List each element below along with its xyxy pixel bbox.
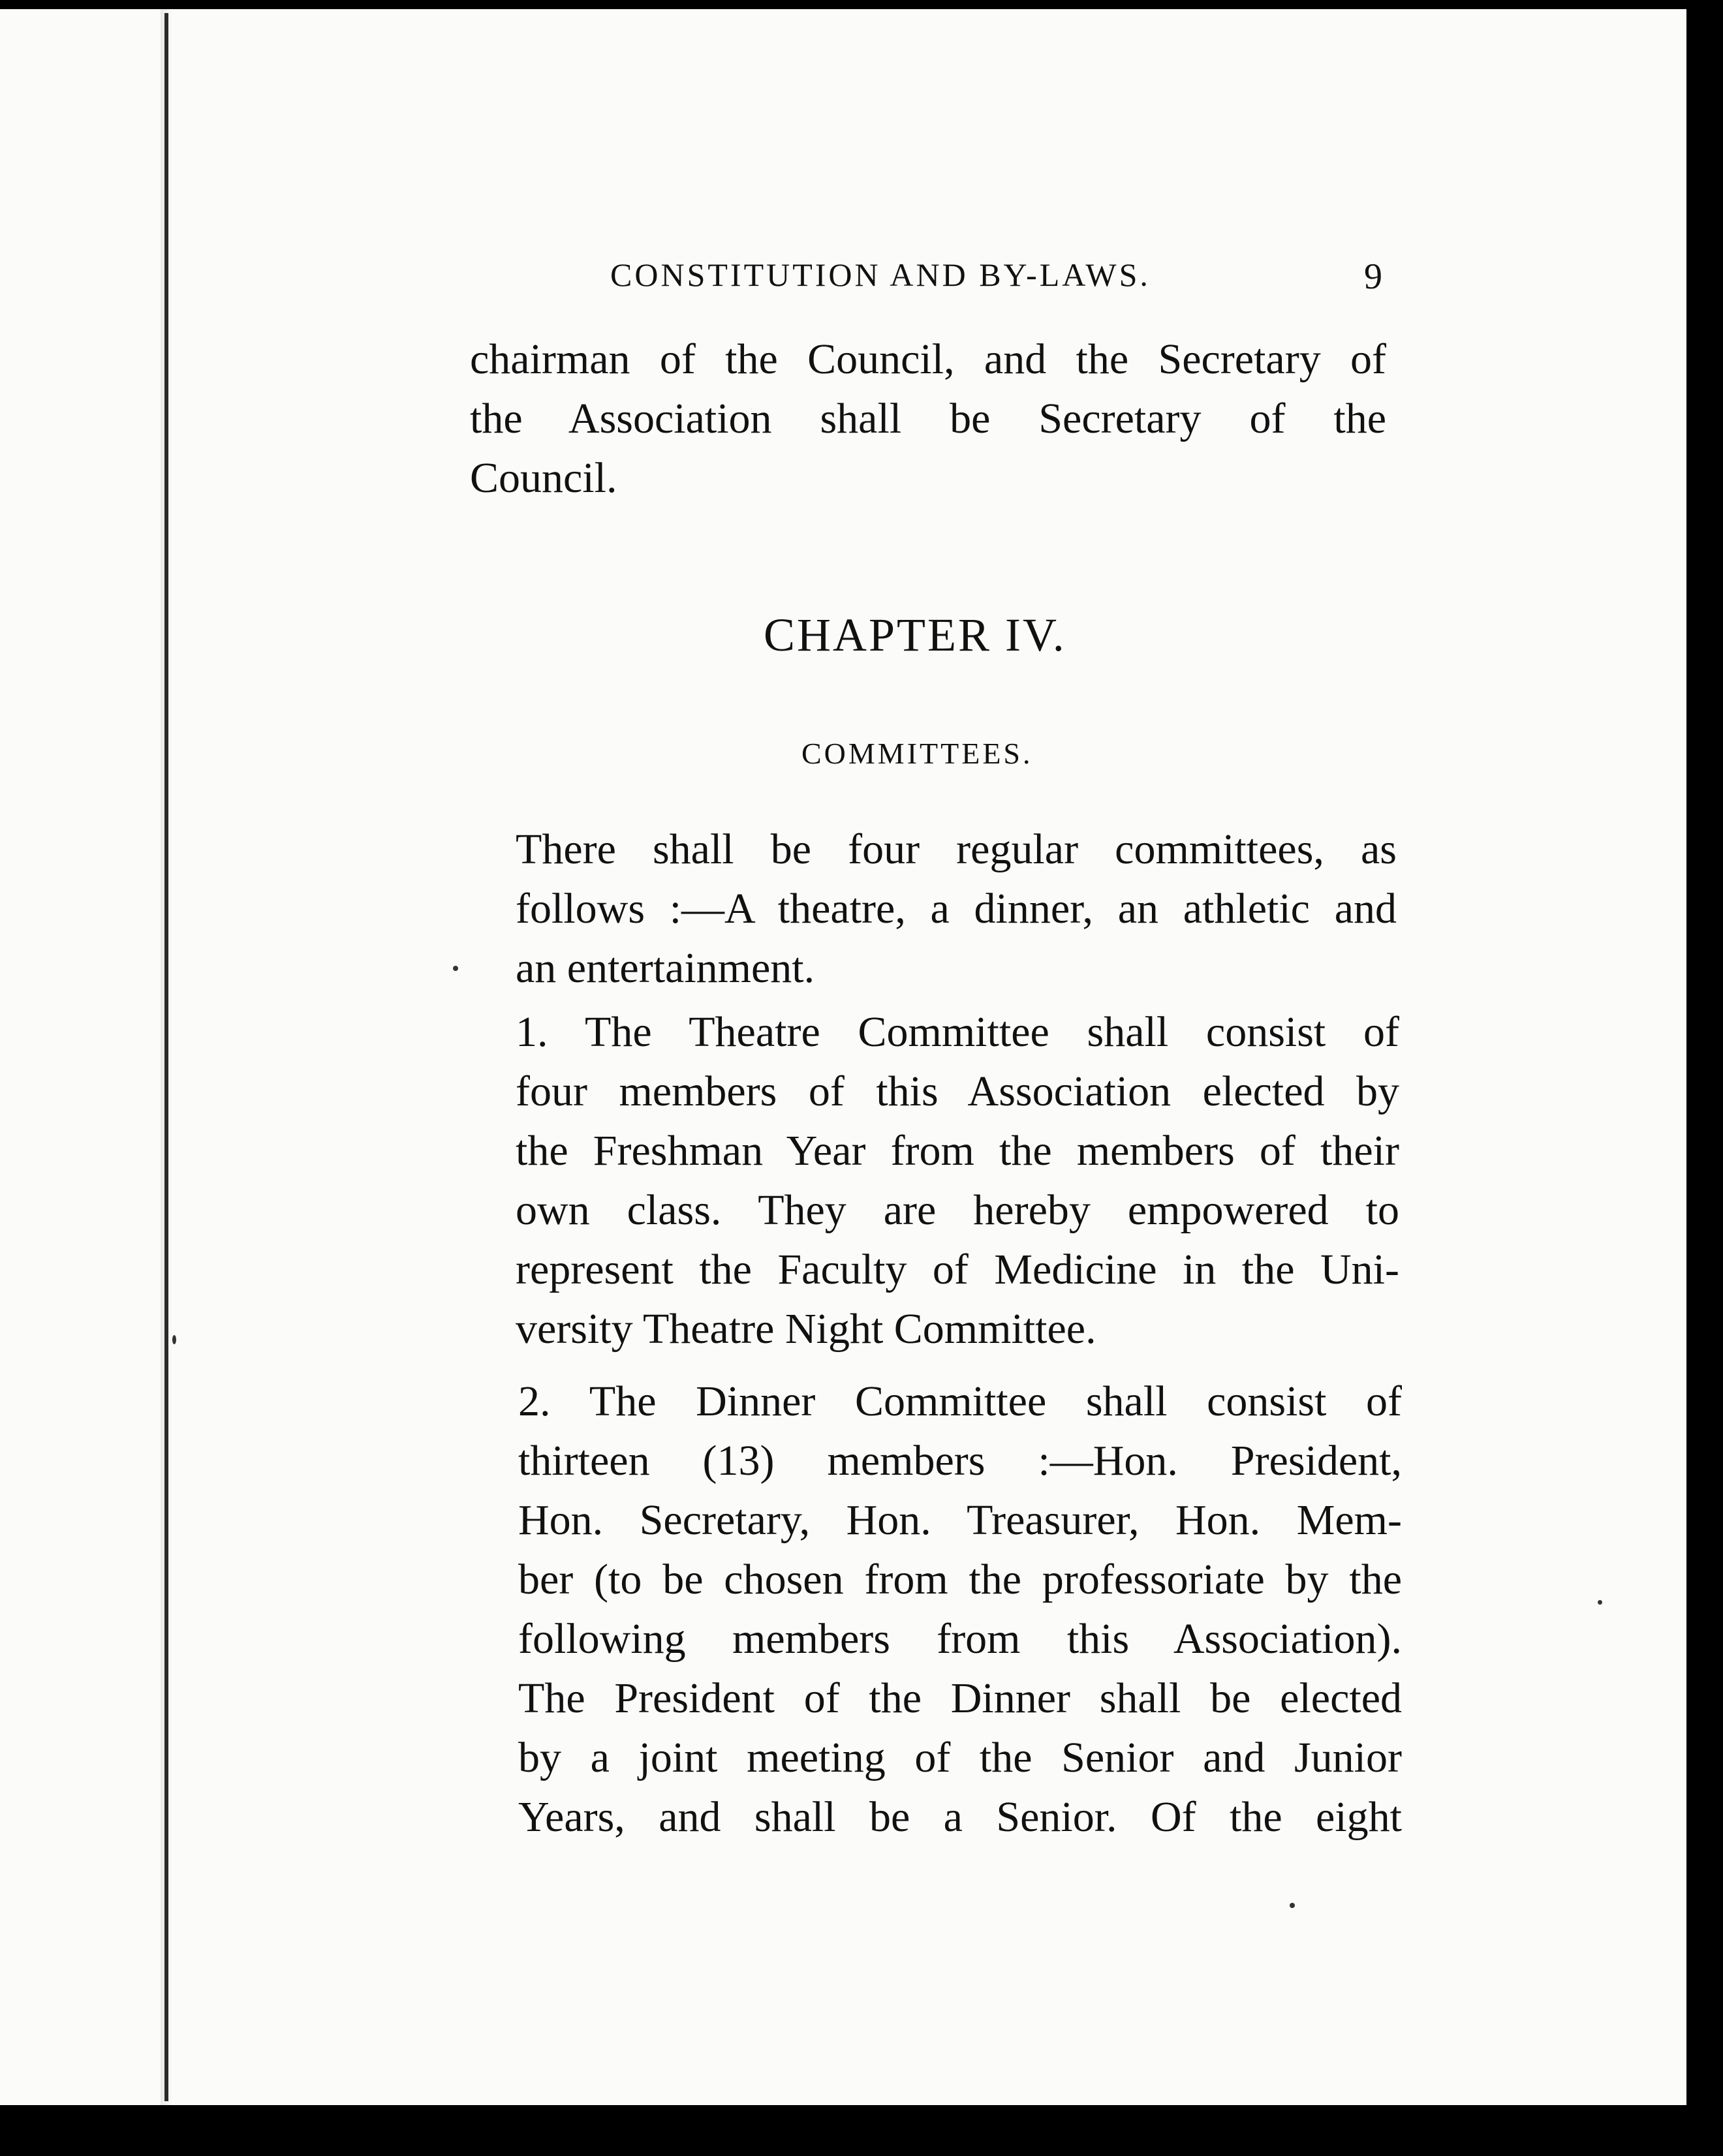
text-line: the Association shall be Secretary of the (470, 395, 1386, 442)
text-line: 2. The Dinner Committee shall consist of (518, 1378, 1402, 1425)
scan-border-bottom (0, 2105, 1723, 2156)
scan-border-right (1686, 0, 1723, 2156)
chapter-title: CHAPTER IV. (764, 609, 1066, 661)
section-2-paragraph (482, 1372, 1402, 1847)
text-line: ber (to be chosen from the professoriate by the (518, 1556, 1402, 1603)
text-line: versity Theatre Night Committee. (516, 1305, 1096, 1353)
text-line: follows :—A theatre, a dinner, an athletic and (516, 885, 1397, 932)
text-line: following members from this Association). (518, 1615, 1402, 1663)
text-line: by a joint meeting of the Senior and Junior (518, 1734, 1402, 1781)
text-line: Years, and shall be a Senior. Of the eight (518, 1793, 1402, 1841)
text-line: four members of this Association elected by (516, 1068, 1399, 1115)
text-line: Council. (470, 454, 617, 502)
text-line: an entertainment. (516, 944, 815, 992)
scan-speck (1598, 1600, 1602, 1605)
text-line: Hon. Secretary, Hon. Treasurer, Hon. Mem- (518, 1496, 1402, 1544)
scan-speck (172, 1335, 176, 1344)
intro-paragraph (476, 820, 1397, 998)
text-line: The President of the Dinner shall be elected (518, 1674, 1402, 1722)
running-title: CONSTITUTION AND BY-LAWS. (610, 256, 1151, 293)
scan-speck (1290, 1903, 1295, 1908)
text-line: chairman of the Council, and the Secretary of (470, 335, 1386, 383)
text-line: 1. The Theatre Committee shall consist of (516, 1008, 1399, 1056)
chapter-subtitle: COMMITTEES. (801, 737, 1033, 770)
text-line: There shall be four regular committees, as (516, 825, 1397, 873)
text-line: thirteen (13) members :—Hon. President, (518, 1437, 1402, 1485)
section-1-paragraph (479, 1002, 1399, 1359)
continuation-paragraph (470, 330, 1386, 508)
binding-gutter-line (164, 13, 168, 2101)
text-line: the Freshman Year from the members of their (516, 1127, 1399, 1175)
text-line: own class. They are hereby empowered to (516, 1186, 1399, 1234)
page-number: 9 (1364, 256, 1382, 297)
text-line: represent the Faculty of Medicine in the Uni- (516, 1246, 1399, 1293)
scan-speck (453, 966, 458, 971)
